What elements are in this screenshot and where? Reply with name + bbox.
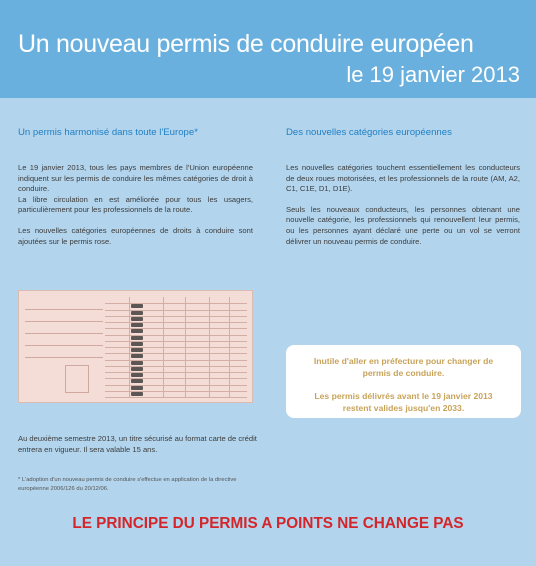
grid-row-line — [105, 391, 247, 392]
grid-row-line — [105, 335, 247, 336]
category-mark — [131, 379, 143, 383]
notice-box — [286, 345, 521, 418]
category-mark — [131, 373, 143, 377]
category-mark — [131, 367, 143, 371]
category-mark — [131, 392, 143, 396]
license-line — [25, 357, 103, 358]
category-mark — [131, 386, 143, 390]
license-line — [25, 333, 103, 334]
right-column — [286, 127, 520, 257]
category-mark — [131, 317, 143, 321]
footnote: * L'adoption d'un nouveau permis de conduire s'effectue en application de la directive européenne 2006/126 du 20/12/06. — [18, 477, 237, 492]
grid-row-line — [105, 360, 247, 361]
grid-row-line — [105, 353, 247, 354]
left-paragraph-3: Les nouvelles catégories européennes de droits à conduire sont ajoutées sur le permis rose. — [18, 225, 253, 246]
left-paragraph-1: Le 19 janvier 2013, tous les pays membres de l'Union européenne indiquent sur les permis de conduire les mêmes catégories de droit à conduire. — [18, 163, 253, 194]
header-band — [0, 0, 536, 98]
grid-row-line — [105, 341, 247, 342]
license-line — [25, 345, 103, 346]
grid-row-line — [105, 347, 247, 348]
right-paragraph-1: Les nouvelles catégories touchent essentiellement les conducteurs de deux roues motorisées, et les professionnels de la route (AM, A2, C1, C1E, D1, D1E). — [286, 163, 520, 194]
category-mark — [131, 323, 143, 327]
grid-row-line — [105, 316, 247, 317]
grid-row-line — [105, 366, 247, 367]
grid-row-line — [105, 303, 247, 304]
grid-row-line — [105, 322, 247, 323]
grid-row-line — [105, 397, 247, 398]
category-mark — [131, 311, 143, 315]
grid-row-line — [105, 310, 247, 311]
page-date: le 19 janvier 2013 — [346, 62, 520, 87]
license-photo-box — [65, 365, 89, 393]
grid-row-line — [105, 372, 247, 373]
category-mark — [131, 336, 143, 340]
category-mark — [131, 354, 143, 358]
notice-line-1: Inutile d'aller en préfecture pour changer de permis de conduire. — [313, 356, 494, 378]
page-title: Un nouveau permis de conduire européen — [18, 30, 474, 58]
grid-row-line — [105, 328, 247, 329]
license-line — [25, 309, 103, 310]
right-paragraph-2: Seuls les nouveaux conducteurs, les personnes obtenant une nouvelle catégorie, les professionnels qui renouvellent leur permis, ou les personnes ayant déclaré une perte ou un vol se verront délivrer un nouveau permis de conduire. — [286, 204, 520, 246]
license-image — [18, 290, 253, 403]
category-mark — [131, 329, 143, 333]
category-mark — [131, 348, 143, 352]
grid-row-line — [105, 385, 247, 386]
category-mark — [131, 304, 143, 308]
license-line — [25, 321, 103, 322]
category-mark — [131, 361, 143, 365]
license-category-grid — [105, 297, 247, 397]
notice-line-2: Les permis délivrés avant le 19 janvier 2013 restent valides jusqu'en 2033. — [314, 391, 493, 413]
left-heading: Un permis harmonisé dans toute l'Europe* — [18, 127, 198, 138]
grid-row-line — [105, 378, 247, 379]
left-paragraph-2: La libre circulation en est améliorée pour tous les usagers, particulièrement pour les professionnels de la route. — [18, 194, 253, 215]
license-left-panel — [25, 299, 103, 397]
bottom-note: Au deuxième semestre 2013, un titre sécurisé au format carte de crédit entrera en vigueur. Il sera valable 15 ans. — [18, 434, 257, 454]
right-heading: Des nouvelles catégories européennes — [286, 127, 452, 138]
category-mark — [131, 342, 143, 346]
slogan: LE PRINCIPE DU PERMIS A POINTS NE CHANGE PAS — [72, 515, 464, 532]
left-column — [18, 127, 253, 257]
